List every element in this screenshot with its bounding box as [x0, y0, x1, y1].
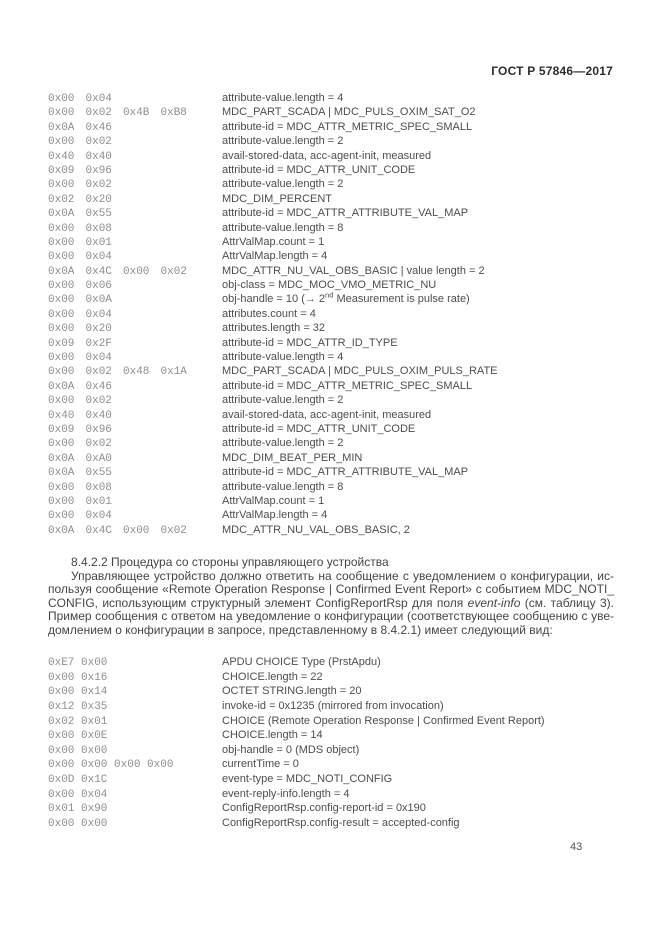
hex-bytes: 0x00 0x04 [48, 788, 108, 801]
hex-description: MDC_PART_SCADA | MDC_PULS_OXIM_SAT_O2 [222, 106, 476, 119]
hex-bytes: 0x00 0x00 0x00 0x00 [48, 759, 174, 772]
header-doc-code: ГОСТ Р 57846—2017 [491, 64, 613, 78]
hex-bytes: 0x09 0x96 [48, 164, 112, 177]
hex-bytes: 0x00 0x00 [48, 744, 108, 757]
hex-row [48, 700, 545, 715]
hex-row [48, 481, 498, 495]
hex-description: obj-class = MDC_MOC_VMO_METRIC_NU [222, 279, 437, 292]
hex-description: obj-handle = 10 (→ 2nd Measurement is pulse rate) [222, 290, 470, 306]
hex-row [48, 685, 545, 700]
hex-description: ConfigReportRsp.config-report-id = 0x190 [222, 802, 426, 815]
hex-description: invoke-id = 0x1235 (mirrored from invocation) [222, 699, 444, 712]
hex-description: attribute-value.length = 8 [222, 221, 344, 234]
hex-description: event-type = MDC_NOTI_CONFIG [222, 773, 393, 786]
hex-bytes: 0x00 0x04 [48, 251, 112, 264]
hex-bytes: 0x00 0x04 [48, 308, 112, 321]
hex-dump-table-config-report [48, 92, 498, 538]
paragraph-line: Пример сообщения с ответом на уведомление о конфигурации (соответствующее сообщению с уве- [48, 609, 614, 624]
hex-description: ConfigReportRsp.config-result = accepted-config [222, 817, 460, 830]
hex-row [48, 207, 498, 221]
hex-bytes: 0x0A 0x4C 0x00 0x02 [48, 524, 187, 537]
hex-description: attributes.count = 4 [222, 307, 316, 320]
hex-description: attribute-value.length = 4 [222, 92, 344, 104]
hex-description: MDC_DIM_BEAT_PER_MIN [222, 451, 363, 464]
hex-bytes: 0x40 0x40 [48, 409, 112, 422]
section-paragraph [48, 570, 614, 638]
hex-row [48, 279, 498, 293]
hex-bytes: 0x01 0x90 [48, 803, 108, 816]
hex-row [48, 351, 498, 365]
hex-row [48, 802, 545, 817]
hex-bytes: 0x0A 0x46 [48, 121, 112, 134]
hex-bytes: 0x00 0x04 [48, 93, 112, 105]
hex-bytes: 0x00 0x08 [48, 481, 112, 494]
hex-bytes: 0x02 0x01 [48, 715, 108, 728]
hex-description: AttrValMap.count = 1 [222, 235, 325, 248]
hex-bytes: 0x00 0x04 [48, 352, 112, 365]
paragraph-line: домлением о конфигурации в запросе, представленному в 8.4.2.1) имеет следующий вид: [48, 622, 553, 637]
hex-bytes: 0x40 0x40 [48, 150, 112, 163]
hex-row [48, 135, 498, 149]
hex-description: CHOICE.length = 14 [222, 729, 323, 742]
hex-row [48, 164, 498, 178]
hex-row [48, 308, 498, 322]
hex-description: MDC_PART_SCADA | MDC_PULS_OXIM_PULS_RATE [222, 365, 498, 378]
hex-description: attribute-value.length = 8 [222, 480, 344, 493]
hex-row [48, 524, 498, 538]
hex-row [48, 121, 498, 135]
hex-row [48, 92, 498, 106]
hex-bytes: 0x00 0x01 [48, 236, 112, 249]
hex-row [48, 236, 498, 250]
hex-description: attribute-id = MDC_ATTR_ID_TYPE [222, 336, 398, 349]
hex-bytes: 0x0A 0xA0 [48, 452, 112, 465]
hex-row [48, 466, 498, 480]
hex-bytes: 0x00 0x04 [48, 510, 112, 523]
hex-bytes: 0x00 0x0A [48, 294, 112, 307]
paragraph-line: CONFIG, использующим структурный элемент ConfigReportRsp для поля event-info (см. таблицу 3). [48, 595, 614, 610]
hex-description: avail-stored-data, acc-agent-init, measured [222, 408, 432, 421]
hex-bytes: 0x00 0x20 [48, 323, 112, 336]
hex-description: AttrValMap.length = 4 [222, 509, 328, 522]
paragraph-line: Управляющее устройство должно ответить на сообщение с уведомлением о конфигурации, ис- [71, 568, 614, 583]
hex-bytes: 0x00 0x01 [48, 495, 112, 508]
section-8-4-2-2 [48, 556, 614, 637]
hex-description: OCTET STRING.length = 20 [222, 685, 362, 698]
hex-bytes: 0x00 0x08 [48, 222, 112, 235]
hex-row [48, 788, 545, 803]
hex-description: MDC_ATTR_NU_VAL_OBS_BASIC | value length = 2 [222, 264, 485, 277]
hex-bytes: 0x09 0x2F [48, 337, 112, 350]
page-number: 43 [570, 841, 583, 853]
hex-row [48, 222, 498, 236]
hex-bytes: 0x00 0x06 [48, 280, 112, 293]
hex-row [48, 452, 498, 466]
hex-bytes: 0x00 0x02 [48, 136, 112, 149]
hex-description: attributes.length = 32 [222, 322, 326, 335]
hex-row [48, 656, 545, 671]
paragraph-line: пользуя сообщение «Remote Operation Response | Confirmed Event Report» с событием MDC_NOTI_ [48, 582, 614, 597]
hex-row [48, 250, 498, 264]
hex-bytes: 0x00 0x02 [48, 395, 112, 408]
hex-description: CHOICE.length = 22 [222, 670, 323, 683]
hex-row [48, 509, 498, 523]
hex-row [48, 758, 545, 773]
hex-bytes: 0x0A 0x4C 0x00 0x02 [48, 265, 187, 278]
hex-row [48, 437, 498, 451]
hex-description: attribute-id = MDC_ATTR_METRIC_SPEC_SMALL [222, 379, 473, 392]
hex-description: obj-handle = 0 (MDS object) [222, 743, 360, 756]
hex-description: MDC_DIM_PERCENT [222, 192, 333, 205]
hex-row [48, 322, 498, 336]
hex-bytes: 0x0A 0x55 [48, 467, 112, 480]
hex-description: attribute-value.length = 2 [222, 178, 344, 191]
hex-row [48, 380, 498, 394]
hex-row [48, 423, 498, 437]
section-heading: 8.4.2.2 Процедура со стороны управляющего устройства [71, 555, 389, 569]
hex-description: attribute-value.length = 4 [222, 351, 344, 364]
hex-description: attribute-value.length = 2 [222, 135, 344, 148]
hex-row [48, 365, 498, 379]
hex-bytes: 0x00 0x02 0x4B 0xB8 [48, 107, 187, 120]
hex-row [48, 394, 498, 408]
hex-description: MDC_ATTR_NU_VAL_OBS_BASIC, 2 [222, 523, 410, 536]
hex-row [48, 671, 545, 686]
hex-row [48, 409, 498, 423]
hex-bytes: 0xE7 0x00 [48, 657, 108, 669]
hex-bytes: 0x00 0x02 0x48 0x1A [48, 366, 187, 379]
hex-description: event-reply-info.length = 4 [222, 787, 350, 800]
hex-bytes: 0x00 0x00 [48, 818, 108, 831]
hex-description: AttrValMap.count = 1 [222, 494, 325, 507]
hex-bytes: 0x09 0x96 [48, 423, 112, 436]
hex-row [48, 178, 498, 192]
hex-bytes: 0x0A 0x46 [48, 380, 112, 393]
hex-bytes: 0x00 0x0E [48, 730, 108, 743]
hex-row [48, 150, 498, 164]
hex-description: avail-stored-data, acc-agent-init, measured [222, 149, 432, 162]
hex-description: attribute-id = MDC_ATTR_UNIT_CODE [222, 163, 416, 176]
hex-description: attribute-id = MDC_ATTR_UNIT_CODE [222, 422, 416, 435]
hex-row [48, 495, 498, 509]
hex-description: AttrValMap.length = 4 [222, 250, 328, 263]
hex-bytes: 0x00 0x14 [48, 686, 108, 699]
hex-description: APDU CHOICE Type (PrstApdu) [222, 656, 381, 668]
hex-row [48, 773, 545, 788]
hex-row [48, 729, 545, 744]
hex-dump-table-response [48, 656, 545, 832]
hex-bytes: 0x0A 0x55 [48, 208, 112, 221]
hex-bytes: 0x00 0x02 [48, 438, 112, 451]
hex-bytes: 0x0D 0x1C [48, 774, 108, 787]
hex-row [48, 744, 545, 759]
hex-bytes: 0x00 0x16 [48, 671, 108, 684]
hex-description: CHOICE (Remote Operation Response | Confirmed Event Report) [222, 714, 545, 727]
hex-description: attribute-id = MDC_ATTR_METRIC_SPEC_SMALL [222, 120, 473, 133]
hex-description: currentTime = 0 [222, 758, 299, 771]
hex-row [48, 106, 498, 120]
hex-row [48, 715, 545, 730]
hex-row [48, 265, 498, 279]
hex-bytes: 0x12 0x35 [48, 700, 108, 713]
hex-description: attribute-id = MDC_ATTR_ATTRIBUTE_VAL_MAP [222, 466, 469, 479]
hex-row [48, 290, 498, 307]
hex-bytes: 0x00 0x02 [48, 179, 112, 192]
hex-bytes: 0x02 0x20 [48, 193, 112, 206]
hex-description: attribute-value.length = 2 [222, 437, 344, 450]
hex-description: attribute-value.length = 2 [222, 394, 344, 407]
hex-description: attribute-id = MDC_ATTR_ATTRIBUTE_VAL_MAP [222, 207, 469, 220]
hex-row [48, 193, 498, 207]
hex-row [48, 337, 498, 351]
hex-row [48, 817, 545, 832]
